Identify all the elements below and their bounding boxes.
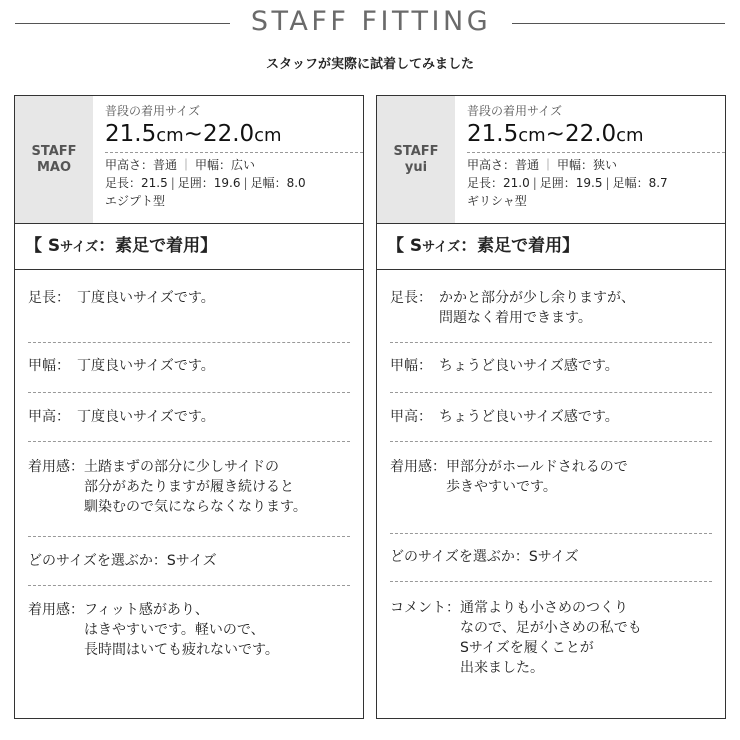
review-text: 甲部分がホールドされるので 歩きやすいです。 bbox=[446, 459, 628, 495]
review-text: Sサイズ bbox=[166, 553, 217, 569]
size-min: 21.5 bbox=[467, 121, 519, 147]
dashed-divider bbox=[390, 392, 712, 393]
staff-tag-line1: STAFF bbox=[31, 143, 77, 159]
foot-length: 足長：21.5 bbox=[105, 176, 168, 190]
foot-type: エジプト型 bbox=[105, 194, 166, 208]
review-label: 甲高： bbox=[28, 409, 77, 425]
review-text: 丁度良いサイズです。 bbox=[77, 290, 215, 306]
size-max: 22.0 bbox=[202, 121, 255, 147]
size-min-unit: cm bbox=[518, 125, 546, 146]
review-row-instep-width bbox=[28, 356, 353, 376]
staff-info bbox=[467, 103, 727, 210]
dashed-divider bbox=[390, 533, 712, 534]
review-text: フィット感があり、 はきやすいです。軽いので、 長時間はいても疲れないです。 bbox=[84, 602, 279, 658]
review-text: 土踏まずの部分に少しサイドの 部分があたりますが履き続けると 馴染むので気にならなくなります。 bbox=[84, 459, 307, 515]
size-min-unit: cm bbox=[156, 125, 184, 146]
review-row-instep-height bbox=[28, 407, 353, 427]
condition-size-letter: 【 S bbox=[387, 236, 423, 256]
review-row-size-choice bbox=[28, 551, 353, 571]
staff-tag-line1: STAFF bbox=[393, 143, 439, 159]
foot-measurements: 足長：21.5 | 足囲：19.6 | 足幅：8.0 bbox=[105, 176, 306, 190]
divider bbox=[15, 223, 363, 224]
review-row-fit bbox=[390, 457, 715, 497]
usual-size-value bbox=[105, 119, 363, 153]
review-label: 甲高： bbox=[390, 409, 439, 425]
condition-size-word: サイズ bbox=[422, 240, 461, 255]
review-row-comment bbox=[390, 598, 715, 678]
review-row-size-choice bbox=[390, 547, 715, 567]
size-max: 22.0 bbox=[564, 121, 617, 147]
foot-width: 足幅：8.0 bbox=[250, 176, 306, 190]
review-row-instep-width bbox=[390, 356, 715, 376]
review-label: 着用感： bbox=[28, 602, 84, 618]
review-text: 通常よりも小さめのつくり なので、足が小さめの私でも Sサイズを履くことが 出来ました。 bbox=[460, 600, 642, 676]
instep-height: 甲高さ：普通 bbox=[105, 158, 178, 172]
foot-measurements: 足長：21.0 | 足囲：19.5 | 足幅：8.7 bbox=[467, 176, 668, 190]
condition-text: ：素足で着用】 bbox=[98, 236, 218, 256]
dashed-divider bbox=[28, 392, 350, 393]
instep-width: 甲幅：狭い bbox=[557, 158, 618, 172]
foot-length: 足長：21.0 bbox=[467, 176, 530, 190]
review-text: ちょうど良いサイズ感です。 bbox=[439, 358, 619, 374]
divider bbox=[15, 269, 363, 270]
fitting-condition bbox=[387, 234, 579, 260]
review-row-foot-length bbox=[390, 288, 715, 328]
review-row-foot-length bbox=[28, 288, 353, 308]
review-row-fit bbox=[28, 457, 353, 517]
size-max-unit: cm bbox=[616, 125, 644, 146]
instep-height: 甲高さ：普通 bbox=[467, 158, 540, 172]
divider bbox=[377, 269, 725, 270]
condition-size-word: サイズ bbox=[60, 240, 99, 255]
staff-card-mao bbox=[14, 95, 364, 719]
fitting-condition bbox=[25, 234, 217, 260]
size-min: 21.5 bbox=[105, 121, 157, 147]
dashed-divider bbox=[28, 536, 350, 537]
review-label: 甲幅： bbox=[390, 358, 439, 374]
condition-size-letter: 【 S bbox=[25, 236, 61, 256]
usual-size-label: 普段の着用サイズ bbox=[467, 104, 563, 118]
staff-name: MAO bbox=[36, 159, 72, 175]
staff-card-yui bbox=[376, 95, 726, 719]
divider bbox=[377, 223, 725, 224]
review-row-instep-height bbox=[390, 407, 715, 427]
size-tilde: ~ bbox=[545, 121, 565, 147]
foot-type: ギリシャ型 bbox=[467, 194, 527, 208]
page-title: STAFF FITTING bbox=[250, 6, 492, 37]
review-text: ちょうど良いサイズ感です。 bbox=[439, 409, 619, 425]
dashed-divider bbox=[390, 581, 712, 582]
review-text: 丁度良いサイズです。 bbox=[77, 358, 215, 374]
review-label: コメント： bbox=[390, 600, 460, 616]
size-max-unit: cm bbox=[254, 125, 282, 146]
usual-size-label: 普段の着用サイズ bbox=[105, 104, 201, 118]
usual-size-value bbox=[467, 119, 725, 153]
review-label: どのサイズを選ぶか： bbox=[28, 553, 167, 569]
review-row-comfort bbox=[28, 600, 353, 660]
staff-info bbox=[105, 103, 365, 210]
review-text: 丁度良いサイズです。 bbox=[77, 409, 215, 425]
foot-width: 足幅：8.7 bbox=[612, 176, 668, 190]
review-label: どのサイズを選ぶか： bbox=[390, 549, 529, 565]
dashed-divider bbox=[28, 441, 350, 442]
review-label: 足長： bbox=[28, 290, 77, 306]
instep-info: 甲高さ：普通 ｜ 甲幅：広い bbox=[105, 158, 256, 172]
review-label: 着用感： bbox=[390, 459, 446, 475]
staff-tag bbox=[15, 96, 93, 223]
page-subtitle: スタッフが実際に試着してみました bbox=[265, 57, 474, 72]
foot-girth: 足囲：19.6 bbox=[177, 176, 241, 190]
review-label: 着用感： bbox=[28, 459, 84, 475]
review-text: かかと部分が少し余りますが、 問題なく着用できます。 bbox=[439, 290, 635, 326]
instep-width: 甲幅：広い bbox=[195, 158, 256, 172]
size-tilde: ~ bbox=[183, 121, 203, 147]
review-label: 足長： bbox=[390, 290, 439, 306]
dashed-divider bbox=[390, 342, 712, 343]
staff-tag bbox=[377, 96, 455, 223]
condition-text: ：素足で着用】 bbox=[460, 236, 580, 256]
dashed-divider bbox=[390, 441, 712, 442]
header-right-rule bbox=[512, 23, 725, 24]
dashed-divider bbox=[28, 342, 350, 343]
instep-info: 甲高さ：普通 ｜ 甲幅：狭い bbox=[467, 158, 618, 172]
foot-girth: 足囲：19.5 bbox=[539, 176, 603, 190]
review-text: Sサイズ bbox=[528, 549, 579, 565]
dashed-divider bbox=[28, 585, 350, 586]
review-label: 甲幅： bbox=[28, 358, 77, 374]
page-header bbox=[0, 0, 740, 80]
header-left-rule bbox=[15, 23, 230, 24]
staff-name: yui bbox=[404, 159, 428, 175]
